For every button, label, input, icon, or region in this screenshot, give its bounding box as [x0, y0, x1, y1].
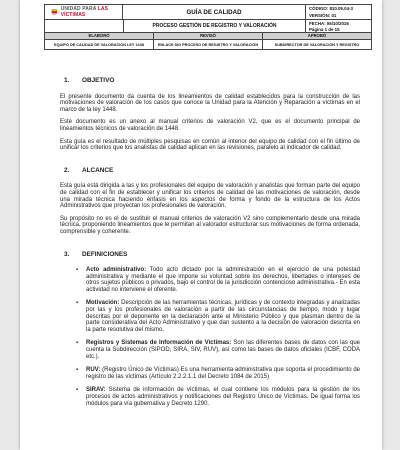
- process-name: PROCESO GESTIÓN DE REGISTRO Y VALORACIÓN: [124, 20, 306, 32]
- column-header-reviso: REVISÓ: [154, 33, 263, 39]
- logo-text-unidad: UNIDAD PARA: [60, 6, 98, 12]
- definition-text: Todo acto dictado por la administración en el ejercicio de una potestad administrativa y mediante el que impone su voluntad sobre los derechos, libertades o intereses de otros sujetos públicos o privados, bajo el control de la jurisdicción contencioso administrativa.- En esta actividad no interviene el oferente.: [86, 267, 360, 293]
- coat-of-arms-icon: [51, 8, 58, 17]
- paragraph: Esta guía es el resultado de múltiples pesquisas en común al interior del equipo de calidad con el fin último de unificar los criterios que los analistas de calidad aplican en las revisiones, paralelo al indicador de calidad.: [60, 138, 360, 152]
- logo-text-victimas: LAS VÍCTIMAS: [60, 6, 109, 18]
- column-header-elaboro: ELABORÓ: [45, 33, 154, 39]
- definition-text: Descripción de las herramientas técnicas, jurídicas y de contexto integradas y analizadas por las y los profesionales de valoración a partir de las circunstancias de tiempo, modo y lugar descritas por el deponente en la declaración ante el Ministerio Público y que plasman dentro de la parte considerativa del Acto Administrativo y que dan sustento a la decisión de valoración descrita en la parte resolutiva del mismo.: [86, 300, 360, 333]
- paragraph: Esta guía está dirigida a las y los profesionales del equipo de valoración y analistas que forman parte del equipo de calidad con el fin de establecer y unificar los criterios de calidad de las motivaciones de valoración, desde una mirada técnica haciendo énfasis en los aspectos de forma y fondo de la estructura de los Actos Administrativos que proyectan los profesionales de valoración.: [60, 183, 360, 210]
- paragraph: Este documento es un anexo al manual criterios de valoración V2, que es el documento principal de lineamientos técnicos de valoración de 1448.: [60, 119, 360, 132]
- paragraph: El presente documento da cuenta de los lineamientos de calidad establecidos para la construcción de las motivaciones de valoración de los casos que conoce la Unidad para la Atención y Reparación a víctimas en el marco de la ley 1448.: [60, 93, 360, 113]
- list-item: [76, 300, 360, 333]
- list-item: [76, 367, 360, 380]
- list-item: [76, 340, 360, 360]
- institution-logo: [45, 5, 123, 19]
- definition-term: RUV:: [86, 367, 101, 374]
- page-number: Página 1 de 15: [309, 26, 340, 32]
- value-elaboro: EQUIPO DE CALIDAD DE VALORACIÓN LEY 1448: [45, 40, 154, 49]
- section-title: OBJETIVO: [82, 77, 115, 84]
- document-version: VERSIÓN: 01: [309, 13, 337, 18]
- definition-term: Motivación:: [86, 300, 120, 307]
- section-title: ALCANCE: [82, 166, 114, 174]
- document-date: FECHA: 06/10/2016: [309, 20, 349, 26]
- document-title: GUÍA DE CALIDAD: [123, 5, 306, 19]
- section-number: 1.: [64, 77, 70, 84]
- definition-term: Acto administrativo:: [86, 267, 147, 274]
- column-header-aprobo: APROBÓ: [307, 33, 327, 38]
- list-item: [76, 387, 360, 407]
- section-number: 2.: [64, 166, 70, 174]
- definitions-list: [76, 267, 360, 407]
- paragraph: Su propósito no es el de sustituir el manual criterios de valoración V2 sino complementarlo desde una mirada técnica, proponiendo lineamientos que le permitan al valorador estructurar sus motivaciones de forma ordenada, comprensible y coherente.: [60, 215, 360, 235]
- section-heading-objetivo: [64, 78, 360, 85]
- document-code: CÓDIGO: 810.05.04-3: [309, 6, 353, 11]
- section-heading-alcance: [64, 168, 360, 175]
- section-title: DEFINICIONES: [82, 250, 128, 258]
- section-number: 3.: [64, 250, 70, 258]
- list-item: [76, 267, 360, 293]
- definition-term: SIRAV:: [86, 387, 106, 394]
- document-body: [60, 78, 360, 414]
- document-header-table: [44, 4, 372, 50]
- definition-text: (Registro Único de Víctimas) Es una herramienta administrativa que soporta el procedimiento de registro de las víctimas (Artículo 2.2.2.1.1 del Decreto 1084 de 2015): [86, 367, 360, 380]
- document-page: [20, 0, 382, 450]
- section-heading-definiciones: [64, 252, 360, 259]
- value-aprobo: SUBDIRECTOR DE VALORACIÓN Y REGISTRO: [274, 42, 360, 47]
- definition-text: Sistema de información de víctimas, el cual contiene los módulos para la gestión de los procesos de actos administrativos y notificaciones del Registro Único de Víctimas. De igual forma los módulos para vía gubernativa y Decreto 1290.: [86, 387, 360, 407]
- value-reviso: ENLACE SIG PROCESO DE REGISTRO Y VALORACIÓN: [154, 40, 263, 49]
- definition-term: Registros y Sistemas de Información de Víctimas:: [86, 340, 232, 347]
- definition-text: Son las diferentes bases de datos con las que cuenta la Subdirección (SIPOD, SIRA, SIV, RUV), así como las bases de datos oficiales (ICBF, CODA etc.).: [86, 340, 360, 360]
